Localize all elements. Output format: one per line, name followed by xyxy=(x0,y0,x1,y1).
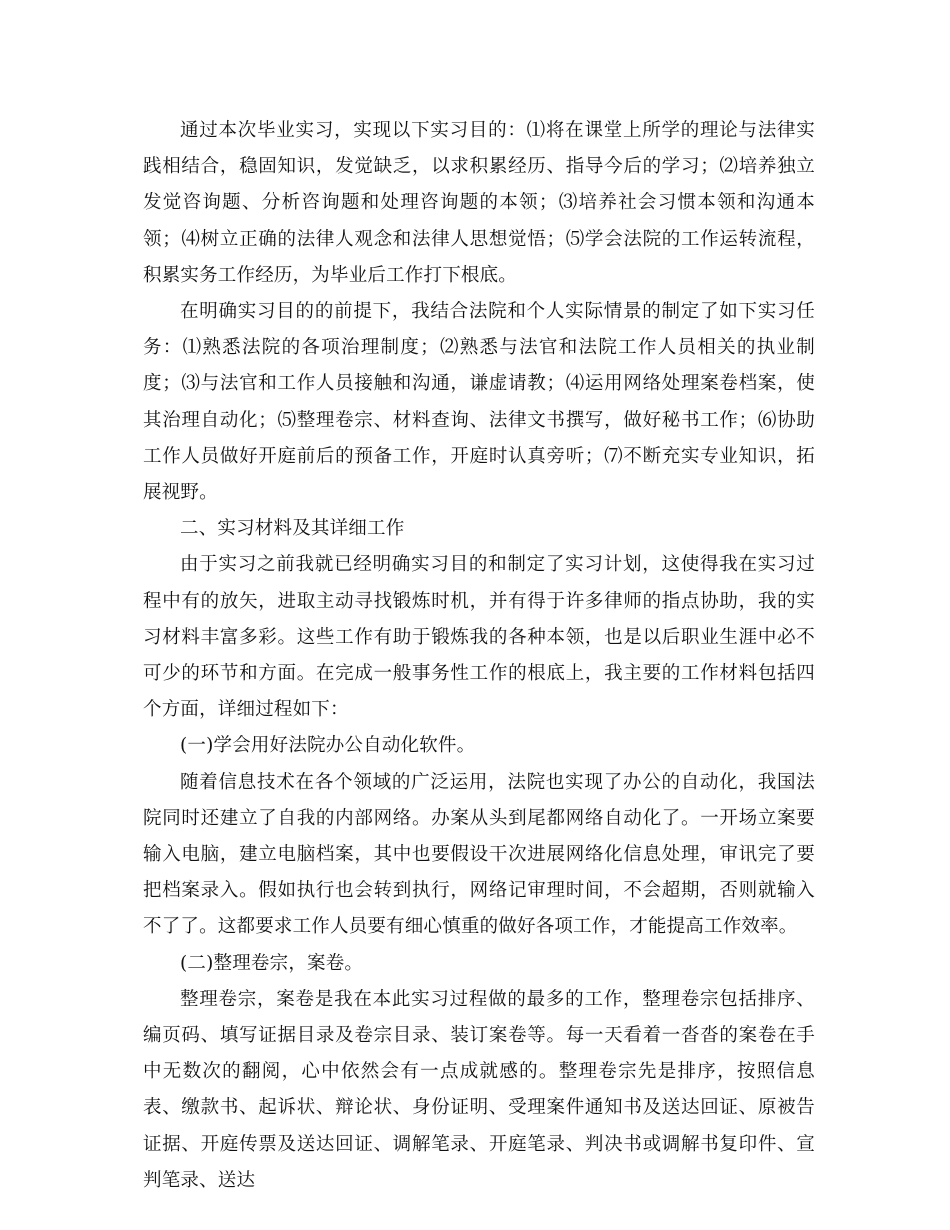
paragraph-case-files: 整理卷宗，案卷是我在本此实习过程做的最多的工作，整理卷宗包括排序、编页码、填写证据目录及卷宗目录、装订案卷等。每一天看着一沓沓的案卷在手中无数次的翻阅，心中依然会有一点成就感的。整理卷宗先是排序，按照信息表、缴款书、起诉状、辩论状、身份证明、受理案件通知书及送达回证、原被告证据、开庭传票及送达回证、调解笔录、开庭笔录、判决书或调解书复印件、宣判笔录、送达 xyxy=(143,988,815,1191)
paragraph-internship-tasks: 在明确实习目的的前提下，我结合法院和个人实际情景的制定了如下实习任务：⑴熟悉法院的各项治理制度；⑵熟悉与法官和法院工作人员相关的执业制度；⑶与法官和工作人员接触和沟通，谦虚请教；⑷运用网络处理案卷档案，使其治理自动化；⑸整理卷宗、材料查询、法律文书撰写，做好秘书工作；⑹协助工作人员做好开庭前后的预备工作，开庭时认真旁听；⑺不断充实专业知识，拓展视野。 xyxy=(143,301,815,504)
paragraph-office-automation: 随着信息技术在各个领域的广泛运用，法院也实现了办公的自动化，我国法院同时还建立了自我的内部网络。办案从头到尾都网络自动化了。一开场立案要输入电脑，建立电脑档案，其中也要假设干次进展网络化信息处理，审讯完了要把档案录入。假如执行也会转到执行，网络记审理时间，不会超期，否则就输入不了了。这都要求工作人员要有细心慎重的做好各项工作，才能提高工作效率。 xyxy=(143,771,815,938)
paragraph-internship-goals: 通过本次毕业实习，实现以下实习目的：⑴将在课堂上所学的理论与法律实践相结合，稳固知识，发觉缺乏，以求积累经历、指导今后的学习；⑵培养独立发觉咨询题、分析咨询题和处理咨询题的本领；⑶培养社会习惯本领和沟通本领；⑷树立正确的法律人观念和法律人思想觉悟；⑸学会法院的工作运转流程，积累实务工作经历，为毕业后工作打下根底。 xyxy=(143,120,815,286)
section-heading-materials: 二、实习材料及其详细工作 xyxy=(180,518,405,540)
subheading-office-automation: (一)学会用好法院办公自动化软件。 xyxy=(180,735,476,757)
document-body xyxy=(143,113,815,1199)
paragraph-materials-intro: 由于实习之前我就已经明确实习目的和制定了实习计划，这使得我在实习过程中有的放矢，进取主动寻找锻炼时机，并有得于许多律师的指点协助，我的实习材料丰富多彩。这些工作有助于锻炼我的各种本领，也是以后职业生涯中必不可少的环节和方面。在完成一般事务性工作的根底上，我主要的工作材料包括四个方面，详细过程如下： xyxy=(143,554,815,721)
subheading-case-files: (二)整理卷宗，案卷。 xyxy=(180,952,364,974)
